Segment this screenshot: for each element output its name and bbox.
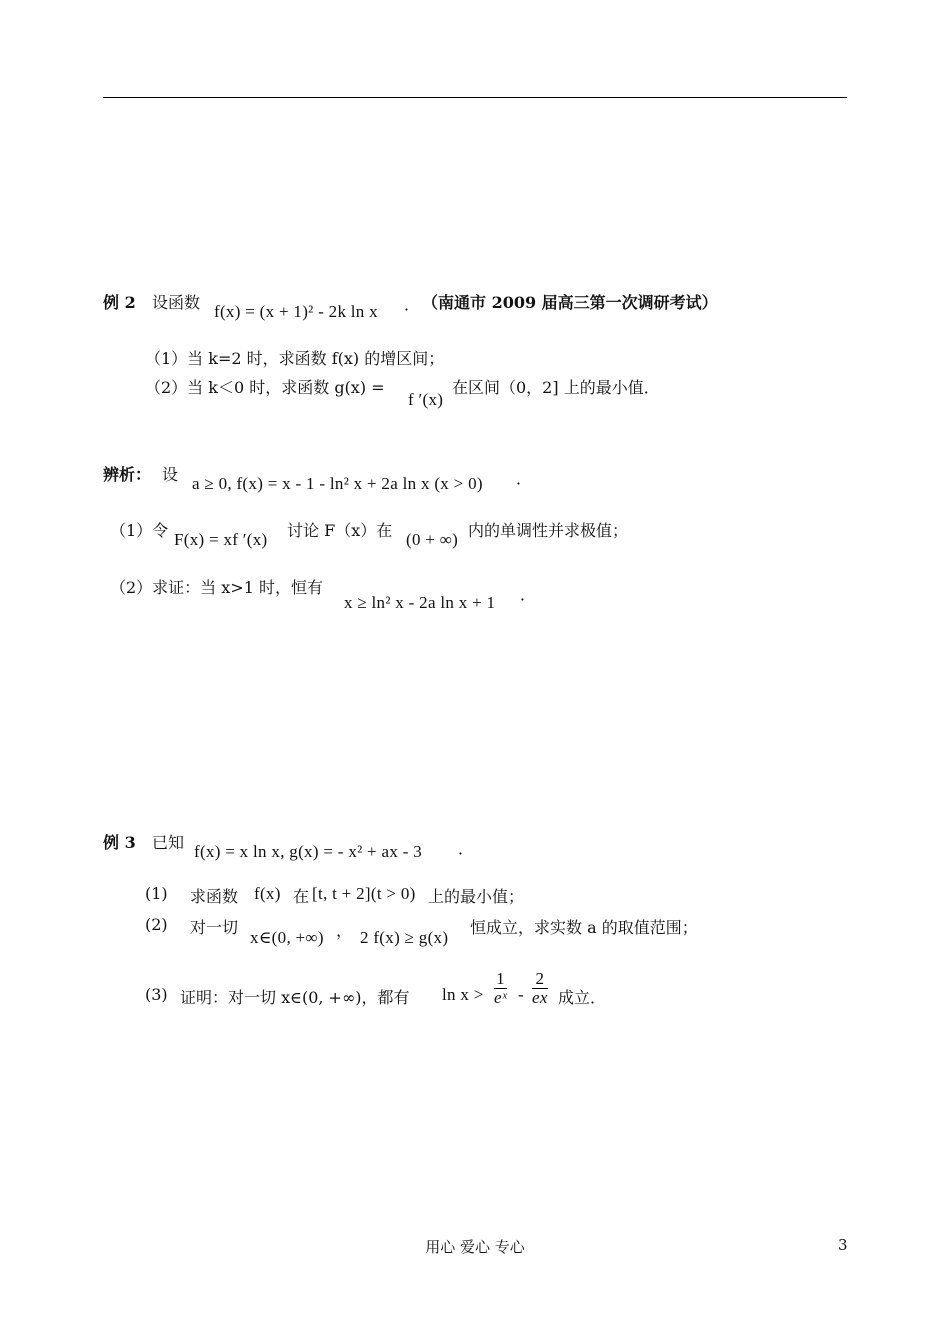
ex3-q3-fraction-1-numerator: 1 bbox=[494, 970, 507, 989]
analysis-q2-dot: ． bbox=[520, 585, 537, 604]
ex3-q1-b: 在 bbox=[293, 887, 310, 906]
page-number: 3 bbox=[838, 1236, 848, 1254]
analysis-q1-F: F(x) = xf ′(x) bbox=[174, 530, 268, 549]
ex3-q3-a: 证明：对一切 x∈(0, +∞)，都有 bbox=[180, 988, 410, 1007]
ex3-q2-condition: x∈(0, +∞) bbox=[250, 928, 324, 947]
ex3-q1-fx: f(x) bbox=[254, 884, 281, 903]
ex2-dot: ． bbox=[404, 295, 421, 314]
ex2-q1: （1）当 k=2 时，求函数 f(x) 的增区间； bbox=[145, 349, 445, 368]
ex3-q3-fraction-2-denominator: ex bbox=[532, 988, 548, 1007]
analysis-q1-b: 讨论 F（x）在 bbox=[287, 521, 393, 540]
ex3-q3-b: 成立． bbox=[558, 988, 607, 1007]
ex2-q2-fprime: f ′(x) bbox=[408, 390, 444, 409]
ex2-source: （南通市 2009 届高三第一次调研考试） bbox=[422, 293, 718, 312]
footer-slogan: 用心 爱心 专心 bbox=[425, 1238, 525, 1256]
ex2-function: f(x) = (x + 1)² - 2k ln x bbox=[214, 302, 378, 321]
ex3-label: 例 3 bbox=[103, 833, 136, 852]
analysis-label: 辨析： bbox=[103, 465, 152, 484]
ex3-q1-c: 上的最小值； bbox=[428, 887, 525, 906]
ex2-intro: 设函数 bbox=[152, 293, 201, 312]
ex2-q2-a: （2）当 k＜0 时，求函数 g(x) = bbox=[145, 378, 385, 397]
ex3-q2-comma: ， bbox=[336, 921, 353, 940]
ex3-q3-num: (3) bbox=[145, 985, 168, 1004]
ex3-q2-inequality: 2 f(x) ≥ g(x) bbox=[360, 928, 449, 947]
ex3-q3-lnx: ln x > bbox=[442, 985, 484, 1004]
ex3-dot: ． bbox=[458, 839, 475, 858]
ex3-q2-b: 恒成立，求实数 a 的取值范围； bbox=[470, 918, 698, 937]
analysis-intro: 设 bbox=[162, 465, 179, 484]
ex3-q2-a: 对一切 bbox=[190, 918, 239, 937]
ex3-q3-fraction-2 bbox=[532, 970, 548, 1007]
ex2-label: 例 2 bbox=[103, 293, 136, 312]
ex3-q2-num: (2) bbox=[145, 915, 168, 934]
analysis-q2-a: （2）求证：当 x>1 时，恒有 bbox=[110, 578, 323, 597]
analysis-q1-a: （1）令 bbox=[110, 521, 169, 540]
ex3-q3-fraction-1 bbox=[494, 970, 507, 1007]
ex3-q3-fraction-2-numerator: 2 bbox=[532, 970, 548, 989]
analysis-q2-inequality: x ≥ ln² x - 2a ln x + 1 bbox=[344, 593, 496, 612]
ex2-q2-b: 在区间（0，2] 上的最小值． bbox=[452, 378, 660, 397]
ex3-intro: 已知 bbox=[152, 833, 185, 852]
header-rule bbox=[103, 97, 847, 98]
ex3-q1-num: (1) bbox=[145, 884, 168, 903]
analysis-q1-c: 内的单调性并求极值； bbox=[468, 521, 629, 540]
ex3-q1-interval: [t, t + 2](t > 0) bbox=[312, 884, 416, 903]
ex3-functions: f(x) = x ln x, g(x) = - x² + ax - 3 bbox=[194, 842, 423, 861]
ex3-q3-minus: - bbox=[518, 985, 524, 1004]
ex3-q1-a: 求函数 bbox=[190, 887, 239, 906]
analysis-given: a ≥ 0, f(x) = x - 1 - ln² x + 2a ln x (x > 0) bbox=[192, 474, 483, 493]
analysis-dot: ． bbox=[516, 469, 533, 488]
ex3-q3-fraction-1-denominator: eˣ bbox=[494, 988, 507, 1007]
analysis-q1-interval: (0 + ∞) bbox=[406, 530, 459, 549]
